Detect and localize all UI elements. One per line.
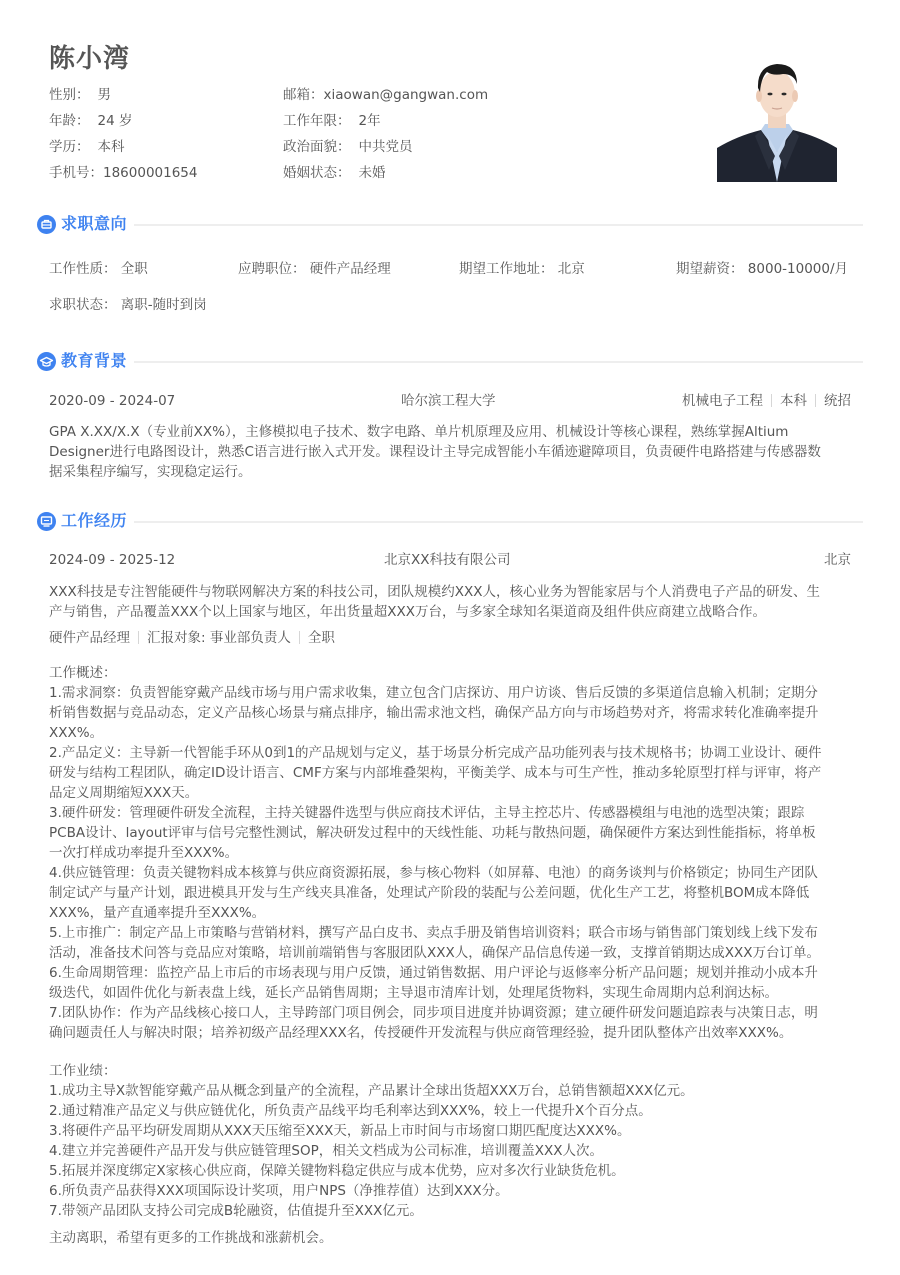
separator <box>815 394 816 407</box>
section-divider <box>134 521 863 523</box>
education-major: 机械电子工程 <box>682 393 763 409</box>
info-label: 婚姻状态： <box>283 165 351 181</box>
text-line: 1.需求洞察：负责智能穿戴产品线市场与用户需求收集，建立包含门店探访、用户访谈、售后反馈的多渠道信息输入机制；定期分 <box>49 685 818 701</box>
monitor-icon <box>37 512 56 531</box>
info-label: 性别： <box>49 87 90 103</box>
intent-value: 全职 <box>120 261 148 277</box>
portrait-icon <box>717 52 837 182</box>
info-value: 2年 <box>358 113 381 129</box>
education-period: 2020-09 - 2024-07 <box>49 393 176 409</box>
education-type: 统招 <box>824 393 851 409</box>
intent-value: 离职-随时到岗 <box>120 297 207 313</box>
text-line: 品定义周期缩短XXX天。 <box>49 785 199 801</box>
info-value: 男 <box>97 87 111 103</box>
info-value: 18600001654 <box>103 165 198 181</box>
education-degree: 本科 <box>780 393 807 409</box>
briefcase-icon <box>37 215 56 234</box>
company-description <box>49 582 859 622</box>
info-gender <box>49 84 111 106</box>
text-line: 制定试产与量产计划，跟进模具开发与生产线夹具准备，处理试产阶段的装配与公差问题，优化生产工艺，将整机BOM成本降低 <box>49 885 810 901</box>
separator <box>138 631 139 644</box>
text-line: Designer进行电路图设计，熟悉C语言进行嵌入式开发。课程设计主导完成智能小车循迹避障项目，负责硬件电路搭建与传感器数 <box>49 444 821 460</box>
text-line: 2.产品定义：主导新一代智能手环从0到1的产品规划与定义，基于场景分析完成产品功能列表与技术规格书；协调工业设计、硬件 <box>49 745 822 761</box>
education-meta <box>682 391 851 411</box>
work-report-to: 汇报对象: 事业部负责人 <box>147 630 291 646</box>
info-value: 本科 <box>97 139 125 155</box>
info-age <box>49 110 132 132</box>
intent-label: 求职状态： <box>49 297 117 313</box>
intent-position <box>238 259 391 279</box>
work-overview <box>49 663 859 1043</box>
text-line: 4.建立并完善硬件产品开发与供应链管理SOP，相关文档成为公司标准，培训覆盖XXX人次。 <box>49 1143 603 1159</box>
work-company: 北京XX科技有限公司 <box>384 552 511 568</box>
graduation-cap-icon <box>37 352 56 371</box>
info-label: 年龄： <box>49 113 90 129</box>
text-line: 活动，准备技术问答与竞品应对策略，培训前端销售与客服团队XXX人，确保产品信息传递一致，支撑首销期达成XXX万台订单。 <box>49 945 820 961</box>
candidate-name: 陈小湾 <box>49 44 131 74</box>
work-role: 硬件产品经理 <box>49 630 130 646</box>
text-line: 7.带领产品团队支持公司完成B轮融资，估值提升至XXX亿元。 <box>49 1203 423 1219</box>
work-period: 2024-09 - 2025-12 <box>49 552 176 568</box>
achievements-title: 工作业绩： <box>49 1063 117 1079</box>
separator <box>299 631 300 644</box>
text-line: 3.硬件研发：管理硬件研发全流程，主持关键器件选型与供应商技术评估，主导主控芯片、传感器模组与电池的选型决策；跟踪 <box>49 805 805 821</box>
education-description <box>49 422 859 482</box>
intent-label: 期望薪资： <box>676 261 744 277</box>
text-line: 据采集程序编写，实现稳定运行。 <box>49 464 252 480</box>
info-label: 政治面貌： <box>283 139 351 155</box>
text-line: 7.团队协作：作为产品线核心接口人，主导跨部门项目例会，同步项目进度并协调资源；建立硬件研发问题追踪表与决策日志，明 <box>49 1005 818 1021</box>
text-line: 产与销售，产品覆盖XXX个以上国家与地区，年出货量超XXX万台，与多家全球知名渠道商及组件供应商建立战略合作。 <box>49 604 766 620</box>
section-header-job-intent <box>37 212 863 236</box>
education-school: 哈尔滨工程大学 <box>401 393 496 409</box>
work-role-meta <box>49 628 335 648</box>
text-line: 一次打样成功率提升至XXX%。 <box>49 845 239 861</box>
work-location: 北京 <box>824 552 851 568</box>
text-line: 5.上市推广：制定产品上市策略与营销材料，撰写产品白皮书、卖点手册及销售培训资料；联合市场与销售部门策划线上线下发布 <box>49 925 818 941</box>
text-line: 确问题责任人与解决时限；培养初级产品经理XXX名，传授硬件开发流程与供应商管理经验，提升团队整体产出效率XXX%。 <box>49 1025 793 1041</box>
info-label: 学历： <box>49 139 90 155</box>
intent-value: 北京 <box>557 261 585 277</box>
intent-location <box>459 259 585 279</box>
text-line: 6.所负责产品获得XXX项国际设计奖项，用户NPS（净推荐值）达到XXX分。 <box>49 1183 509 1199</box>
info-phone <box>49 162 197 184</box>
text-line: 研发与结构工程团队，确定ID设计语言、CMF方案与内部堆叠架构，平衡美学、成本与可生产性，推动多轮原型打样与评审，将产 <box>49 765 822 781</box>
intent-label: 应聘职位： <box>238 261 306 277</box>
text-line: 4.供应链管理：负责关键物料成本核算与供应商资源拓展，参与核心物料（如屏幕、电池）的商务谈判与价格锁定；协同生产团队 <box>49 865 818 881</box>
text-line: GPA X.XX/X.X（专业前XX%），主修模拟电子技术、数字电路、单片机原理及应用、机械设计等核心课程，熟练掌握Altium <box>49 424 789 440</box>
info-email <box>283 84 488 106</box>
intent-value: 硬件产品经理 <box>309 261 391 277</box>
info-value: 24 岁 <box>97 113 133 129</box>
overview-title: 工作概述： <box>49 665 117 681</box>
text-line: 3.将硬件产品平均研发周期从XXX天压缩至XXX天，新品上市时间与市场窗口期匹配度达XXX%。 <box>49 1123 631 1139</box>
text-line: 2.通过精准产品定义与供应链优化，所负责产品线平均毛利率达到XXX%，较上一代提升X个百分点。 <box>49 1103 652 1119</box>
work-achievements <box>49 1061 859 1221</box>
info-value: 中共党员 <box>358 139 413 155</box>
text-line: 1.成功主导X款智能穿戴产品从概念到量产的全流程，产品累计全球出货超XXX万台，总销售额超XXX亿元。 <box>49 1083 694 1099</box>
info-label: 工作年限： <box>283 113 351 129</box>
text-line: 5.拓展并深度绑定X家核心供应商，保障关键物料稳定供应与成本优势，应对多次行业缺货危机。 <box>49 1163 625 1179</box>
section-divider <box>134 224 863 226</box>
intent-label: 期望工作地址： <box>459 261 554 277</box>
text-line: XXX%。 <box>49 725 104 741</box>
text-line: 析销售数据与竞品动态，定义产品核心场景与痛点排序，输出需求池文档，确保产品方向与市场趋势对齐，将需求转化准确率提升 <box>49 705 819 721</box>
info-political-status <box>283 136 413 158</box>
intent-status <box>49 295 207 315</box>
info-label: 邮箱： <box>283 87 324 103</box>
info-value: 未婚 <box>358 165 386 181</box>
leave-reason: 主动离职，希望有更多的工作挑战和涨薪机会。 <box>49 1230 333 1246</box>
work-job-type: 全职 <box>307 630 335 646</box>
text-line: 级迭代，如固件优化与新表盘上线，延长产品销售周期；主导退市清库计划，处理尾货物料，实现生命周期内总利润达标。 <box>49 985 778 1001</box>
section-title: 工作经历 <box>61 511 128 530</box>
info-value: xiaowan@gangwan.com <box>323 87 489 103</box>
info-marital-status <box>283 162 386 184</box>
avatar-photo <box>717 52 837 182</box>
intent-label: 工作性质： <box>49 261 117 277</box>
section-divider <box>134 361 863 363</box>
section-header-work <box>37 509 863 533</box>
text-line: XXX科技是专注智能硬件与物联网解决方案的科技公司，团队规模约XXX人，核心业务为智能家居与个人消费电子产品的研发、生 <box>49 584 820 600</box>
info-education <box>49 136 125 158</box>
info-label: 手机号： <box>49 165 103 181</box>
info-work-years <box>283 110 381 132</box>
intent-salary <box>676 259 848 279</box>
text-line: 6.生命周期管理：监控产品上市后的市场表现与用户反馈，通过销售数据、用户评论与返修率分析产品问题；规划并推动小成本升 <box>49 965 818 981</box>
section-header-education <box>37 349 863 373</box>
intent-value: 8000-10000/月 <box>747 261 849 277</box>
intent-job-nature <box>49 259 148 279</box>
section-title: 求职意向 <box>61 214 128 233</box>
text-line: XXX%，量产直通率提升至XXX%。 <box>49 905 266 921</box>
separator <box>771 394 772 407</box>
text-line: PCBA设计、layout评审与信号完整性测试，解决研发过程中的天线性能、功耗与散热问题，确保硬件方案达到性能指标，将单板 <box>49 825 816 841</box>
section-title: 教育背景 <box>61 351 128 370</box>
